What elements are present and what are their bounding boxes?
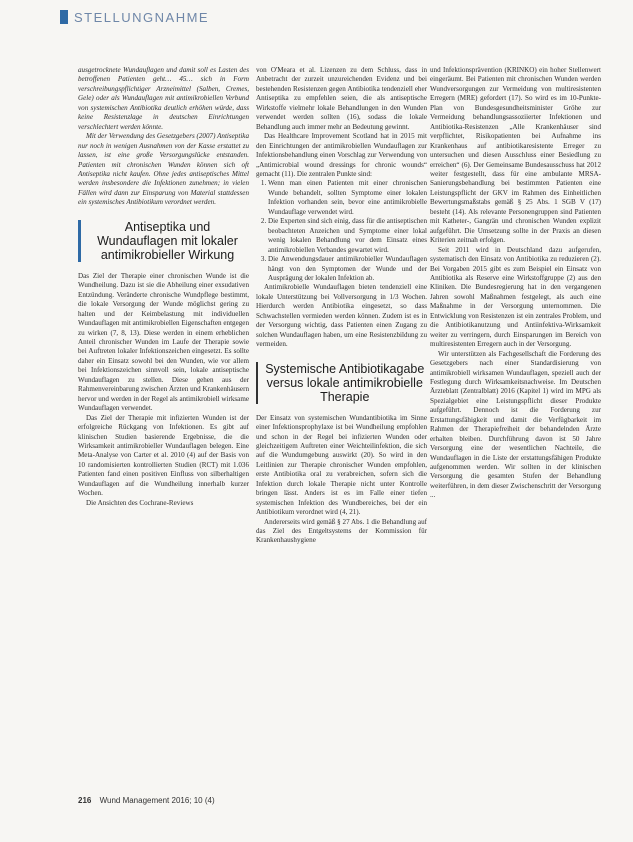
column-middle	[256, 66, 427, 546]
col1-intro-paragraph-1: ausgetrocknete Wundauflagen und damit soll es Lasten des betroffenen Patienten geht… 45… sich in Form verschreibungspflichtiger Arzneimittel (Salben, Cremes, Gele) oder als Wundauflagen mit antimikrobiellen Verbund von systemischen Antibiotika deutlich erhöhen würde, dass keine Resistenzlage in deutschen Einrichtungen verschlechtert werden könnte.	[78, 66, 249, 131]
heading-text: Antiseptika und Wundauflagen mit lokaler antimikrobieller Wirkung	[97, 219, 238, 262]
col1-intro-paragraph-2: Mit der Verwendung des Gesetzgebers (2007) Antiseptika nur noch in wenigen Ausnahmen von der Kasse erstattet zu lassen, ist eine große Versorgungslücke entstanden. Patienten mit chronischen Wunden können sich oft Antiseptika nicht kaufen. Ohne jedes antiseptisches Mittel werden insbesondere die Infektionen zunehmen; in vielen Fällen wird dann zur Einsparung von Material stattdessen ein systemisches Antibiotikum verordnet werden.	[78, 132, 249, 207]
col2-paragraph-1: von O'Meara et al. Lizenzen zu dem Schluss, dass in Anbetracht der zurzeit unzureichenden Evidenz und bei bestehenden Resistenzen gegen Antibiotika tendenziell eher Antiseptika zu empfehlen seien, die als antiseptische Wirkstoffe vielmehr lokale Behandlungen in den Wunden verwendet werden sollten (16), sodass die lokale Behandlung auch immer mehr an Bedeutung gewinnt.	[256, 66, 427, 131]
col2-paragraph-4: Der Einsatz von systemischen Wundantibiotika im Sinne einer Infektionsprophylaxe ist bei Wundheilung empfohlen und schon in der Regel bei infizierten Wunden oder gleichzeitigem Auftreten einer Weichteilinfektion, die sich auf die Wundumgebung auswirkt (20). So wird in den Leitlinien zur Therapie chronischer Wunden empfohlen, erste Antibiotika oral zu verabreichen, sofern sich die Infektion durch lokale Therapie nicht unter Kontrolle bringen lässt. Anders ist es im Falle einer tiefen systemischen Infektion des Wundbereiches, bei der ein Antibiotikum verordnet wird (4, 21).	[256, 413, 427, 517]
section-header	[60, 6, 613, 28]
page-number: 216	[78, 796, 92, 805]
section-title: STELLUNGNAHME	[74, 9, 210, 25]
col1-body-paragraph-1: Das Ziel der Therapie einer chronischen Wunde ist die Wundheilung. Dazu ist sie die Abheilung einer exsudativen Entzündung. Veränderte chronische Wundpflege bestimmt, die lokale Versorgung der Wunde möglichst gering zu halten und der Keimbelastung mit individuellen Wundauflagen mit antimikrobiellen Eigenschaften entgegen zu wirken (7, 8, 13). Diese werden in einem erheblichen Anteil chronischer Wunden im Laufe der Therapie sowie bei Auftreten lokaler Infektionszeichen eingesetzt. Es sollte daher ein Einsatz sowohl bei den Wunden, wie vor allem bei Infektionszeichen sinnvoll sein, lokale antiseptische Wundauflagen zu stellen. Diese gehen aus der Rahmenvereinbarung zwischen Ärzten und Krankenhäusern hervor und werden in der Regel als antimikrobiell wirksame Wundauflagen verwendet.	[78, 271, 249, 413]
col3-paragraph-1: und Infektionsprävention (KRINKO) ein hoher Stellenwert eingeräumt. Bei Patienten mit chronischen Wunden werden Wundversorgungen zur Vermeidung von multiresistenten Erregern (MRE) gefordert (17). So wird es im 10-Punkte-Plan von Bundesgesundheitsminister Gröhe zur Vermeidung behandlungsassoziierter Infektionen und Antibiotika-Resistenzen „Alle Krankenhäuser sind verpflichtet, Risikopatienten bei Aufnahme ins Krankenhaus auf antibiotikaresistente Erreger zu untersuchen und diesen Ausschluss einer Besiedlung zu erreichen“ (6). Der Gemeinsame Bundesausschuss hat 2012 weiter festgestellt, dass für eine ambulante MRSA-Sanierungsbehandlung bei bestimmten Patienten eine Leistungspflicht der GKV im Rahmen des Einheitlichen Bewertungsmaßstabs gemäß § 25 Abs. 1 SGB V (17) besteht (14). Als relevante Personengruppen sind Patienten mit Katheter-, Gangrän und chronischen Wunden explizit aufgeführt. Die Umsetzung sollte in der Praxis an diesen Kriterien zeitnah erfolgen.	[430, 66, 601, 245]
list-item: 3. Die Anwendungsdauer antimikrobieller Wundauflagen hängt von den Symptomen der Wunde und der Ausprägung der lokalen Infektion ab.	[268, 255, 427, 283]
heading-accent-bar	[78, 220, 81, 262]
page-footer	[78, 796, 215, 805]
col1-body-paragraph-3: Die Ansichten des Cochrane-Reviews	[86, 498, 194, 507]
col3-paragraph-2: Seit 2011 wird in Deutschland dazu aufgerufen, systematisch den Einsatz von Antibiotika zu reduzieren (2). Bei Vorgaben 2015 gibt es zum Beispiel ein Einsatz von Antibiotika als Reserve eine Wirkstoffgruppe (2) aus den Kliniken. Die Bundesregierung hat in den vergangenen Jahren sowohl Maßnahmen festgelegt, als auch eine Maßnahme in der Versorgung unternommen. Die Entwicklung von Resistenzen ist ein zentrales Problem, und die Antibiotikanutzung und Antiinfektiva-Wirksamkeit weiter zu verringern, durch Einsparungen im Bereich von multiresistenten Erregern auch in der Versorgung.	[430, 245, 601, 349]
col3-paragraph-3: Wir unterstützen als Fachgesellschaft die Forderung des Gesetzgebers nach einer Standardisierung von antimikrobiell wirksamen Wundauflagen, speziell auch der Festlegung durch Wirksamkeitsnachweise. Im Deutschen Ärzteblatt (Zentralblatt) 2016 (Kapitel 1) wird im MPG als Spezialgebiet eine Leistungspflicht dieser Produkte aufgeführt. Dennoch ist die Forderung zur Erstattungsfähigkeit und damit die Verfügbarkeit im Rahmen der Therapiefreiheit der behandelnden Ärzte erhalten bleiben. Durchführung davon ist 50 Jahre Versorgung eine der wesentlichen Nachteile, die Wundauflagen in die Liste der erstattungsfähigen Produkte aufgenommen werden. Wir sollten in der klinischen Versorgung die gesamten Stufen der Behandlung weiterführen, in dem dieser Zwischenschritt der Versorgung ...	[430, 349, 601, 500]
numbered-list	[256, 179, 427, 283]
journal-citation: Wund Management 2016; 10 (4)	[99, 796, 215, 805]
col2-paragraph-2: Das Healthcare Improvement Scotland hat in 2015 mit den Einrichtungen der antimikrobiellen Wundauflagen zur Infektionsbehandlung einen Vorschlag zur Verwendung von „Antimicrobial wound dressings for chronic wounds“ gemacht (11). Die zentralen Punkte sind:	[256, 132, 427, 178]
section-heading-antiseptika	[78, 220, 249, 262]
col1-body-paragraph-2: Das Ziel der Therapie mit infizierten Wunden ist der erfolgreiche Rückgang von Infektionen. Es gibt auf klinischen Studien basierende Ergebnisse, die die Wirksamkeit antimikrobieller Wundauflagen belegen. Eine Meta-Analyse von Carter et al. 2010 (4) auf der Basis von 10 randomisierten kontrollierten Studien (RCT) mit 1.036 Patienten fand einen positiven Einfluss von silberhaltigen Wundauflagen auf die Wundheilung innerhalb kurzer Wochen.	[78, 413, 249, 498]
col2-paragraph-3: Antimikrobielle Wundauflagen bieten tendenziell eine lokale Unterstützung bei Vollversorgung in 1/3 Wochen. Hierdurch werden Antibiotika eingesetzt, so dass Schwachstellen vermieden werden können. Zudem ist es in der Versorgung wichtig, dass Patienten einen Zugang zu solchen Wundauflagen haben, um eine Resistenzbildung zu vermeiden.	[256, 283, 427, 349]
heading-text: Systemische Antibiotikagabe versus lokale antimikrobielle Therapie	[265, 361, 425, 404]
list-item: 1. Wenn man einen Patienten mit einer chronischen Wunde behandelt, sollten Symptome einer lokalen Infektion vorhanden sein, bevor eine antimikrobielle Wundauflage verwendet wird.	[268, 179, 427, 217]
list-item: 2. Die Experten sind sich einig, dass für die antiseptischen beobachteten Anzeichen und Symptome einer lokal wenig lokalen Behandlung vor dem Einsatz eines antimikrobiellen Verbandes gewartet wird.	[268, 217, 427, 255]
col2-paragraph-5: Andererseits wird gemäß § 27 Abs. 1 die Behandlung auf das Ziel des Entgeltsystems der Kommission für Krankenhaushygiene	[256, 517, 427, 545]
column-left	[78, 66, 249, 508]
heading-accent-bar	[256, 362, 258, 404]
section-heading-systemische	[256, 362, 427, 404]
header-accent-bar	[60, 10, 68, 24]
column-right	[430, 66, 601, 501]
